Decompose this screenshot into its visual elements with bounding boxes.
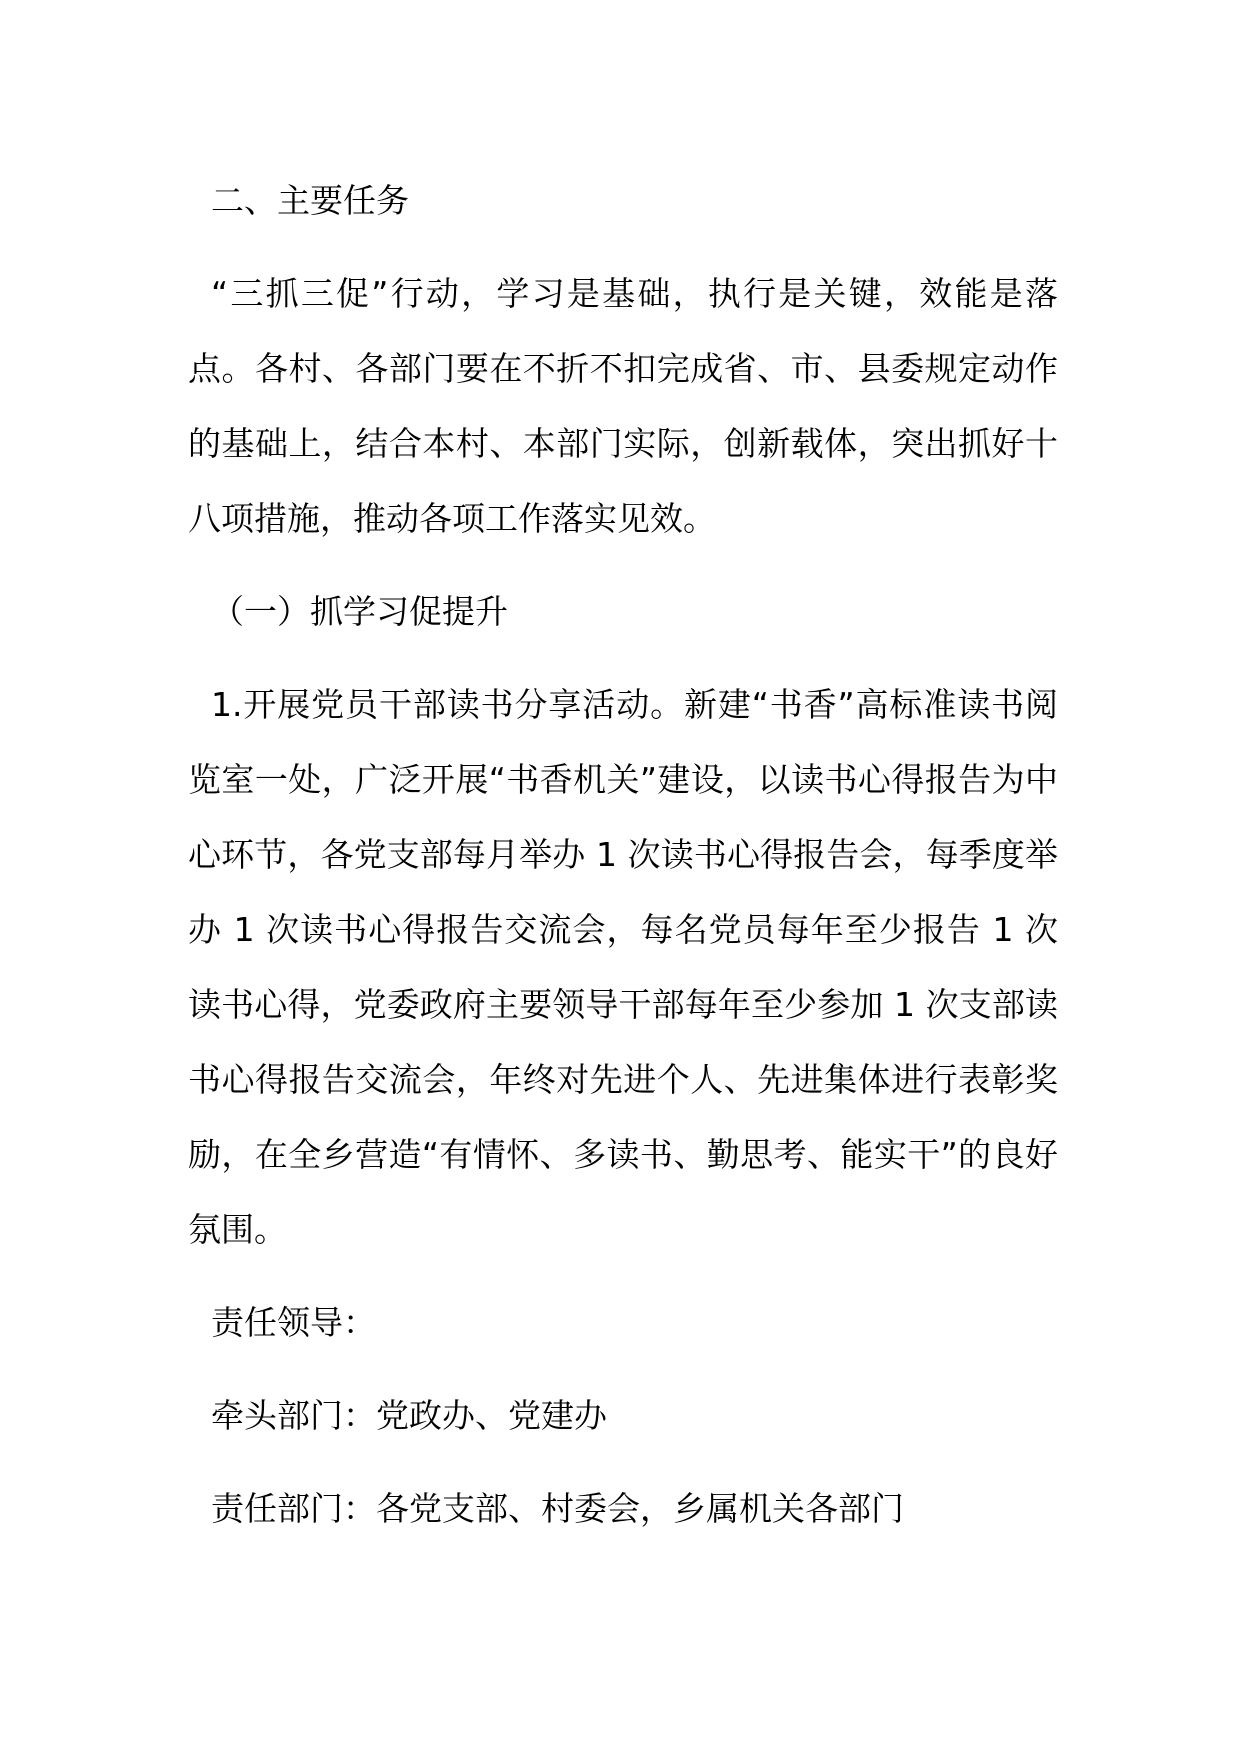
section-heading: 二、主要任务 bbox=[211, 181, 409, 220]
responsible-departments: 责任部门：各党支部、村委会，乡属机关各部门 bbox=[211, 1489, 904, 1528]
document-body bbox=[188, 163, 1058, 1564]
responsible-leader: 责任领导： bbox=[211, 1303, 376, 1342]
item-1-paragraph: 1.开展党员干部读书分享活动。新建“书香”高标准读书阅览室一处，广泛开展“书香机关”建设，以读书心得报告为中心环节，各党支部每月举办 1 次读书心得报告会，每季度举办 1 次读书心得报告交流会，每名党员每年至少报告 1 次读书心得，党委政府主要领导干部每年至少参加 1 次支部读书心得报告交流会，年终对先进个人、先进集体进行表彰奖励，在全乡营造“有情怀、多读书、勤思考、能实干”的良好氛围。 bbox=[188, 685, 1058, 1249]
lead-department: 牵头部门：党政办、党建办 bbox=[211, 1396, 607, 1435]
intro-paragraph: “三抓三促”行动，学习是基础，执行是关键，效能是落点。各村、各部门要在不折不扣完成省、市、县委规定动作的基础上，结合本村、本部门实际，创新载体，突出抓好十八项措施，推动各项工作落实见效。 bbox=[188, 274, 1058, 538]
subsection-heading: （一）抓学习促提升 bbox=[211, 592, 508, 631]
